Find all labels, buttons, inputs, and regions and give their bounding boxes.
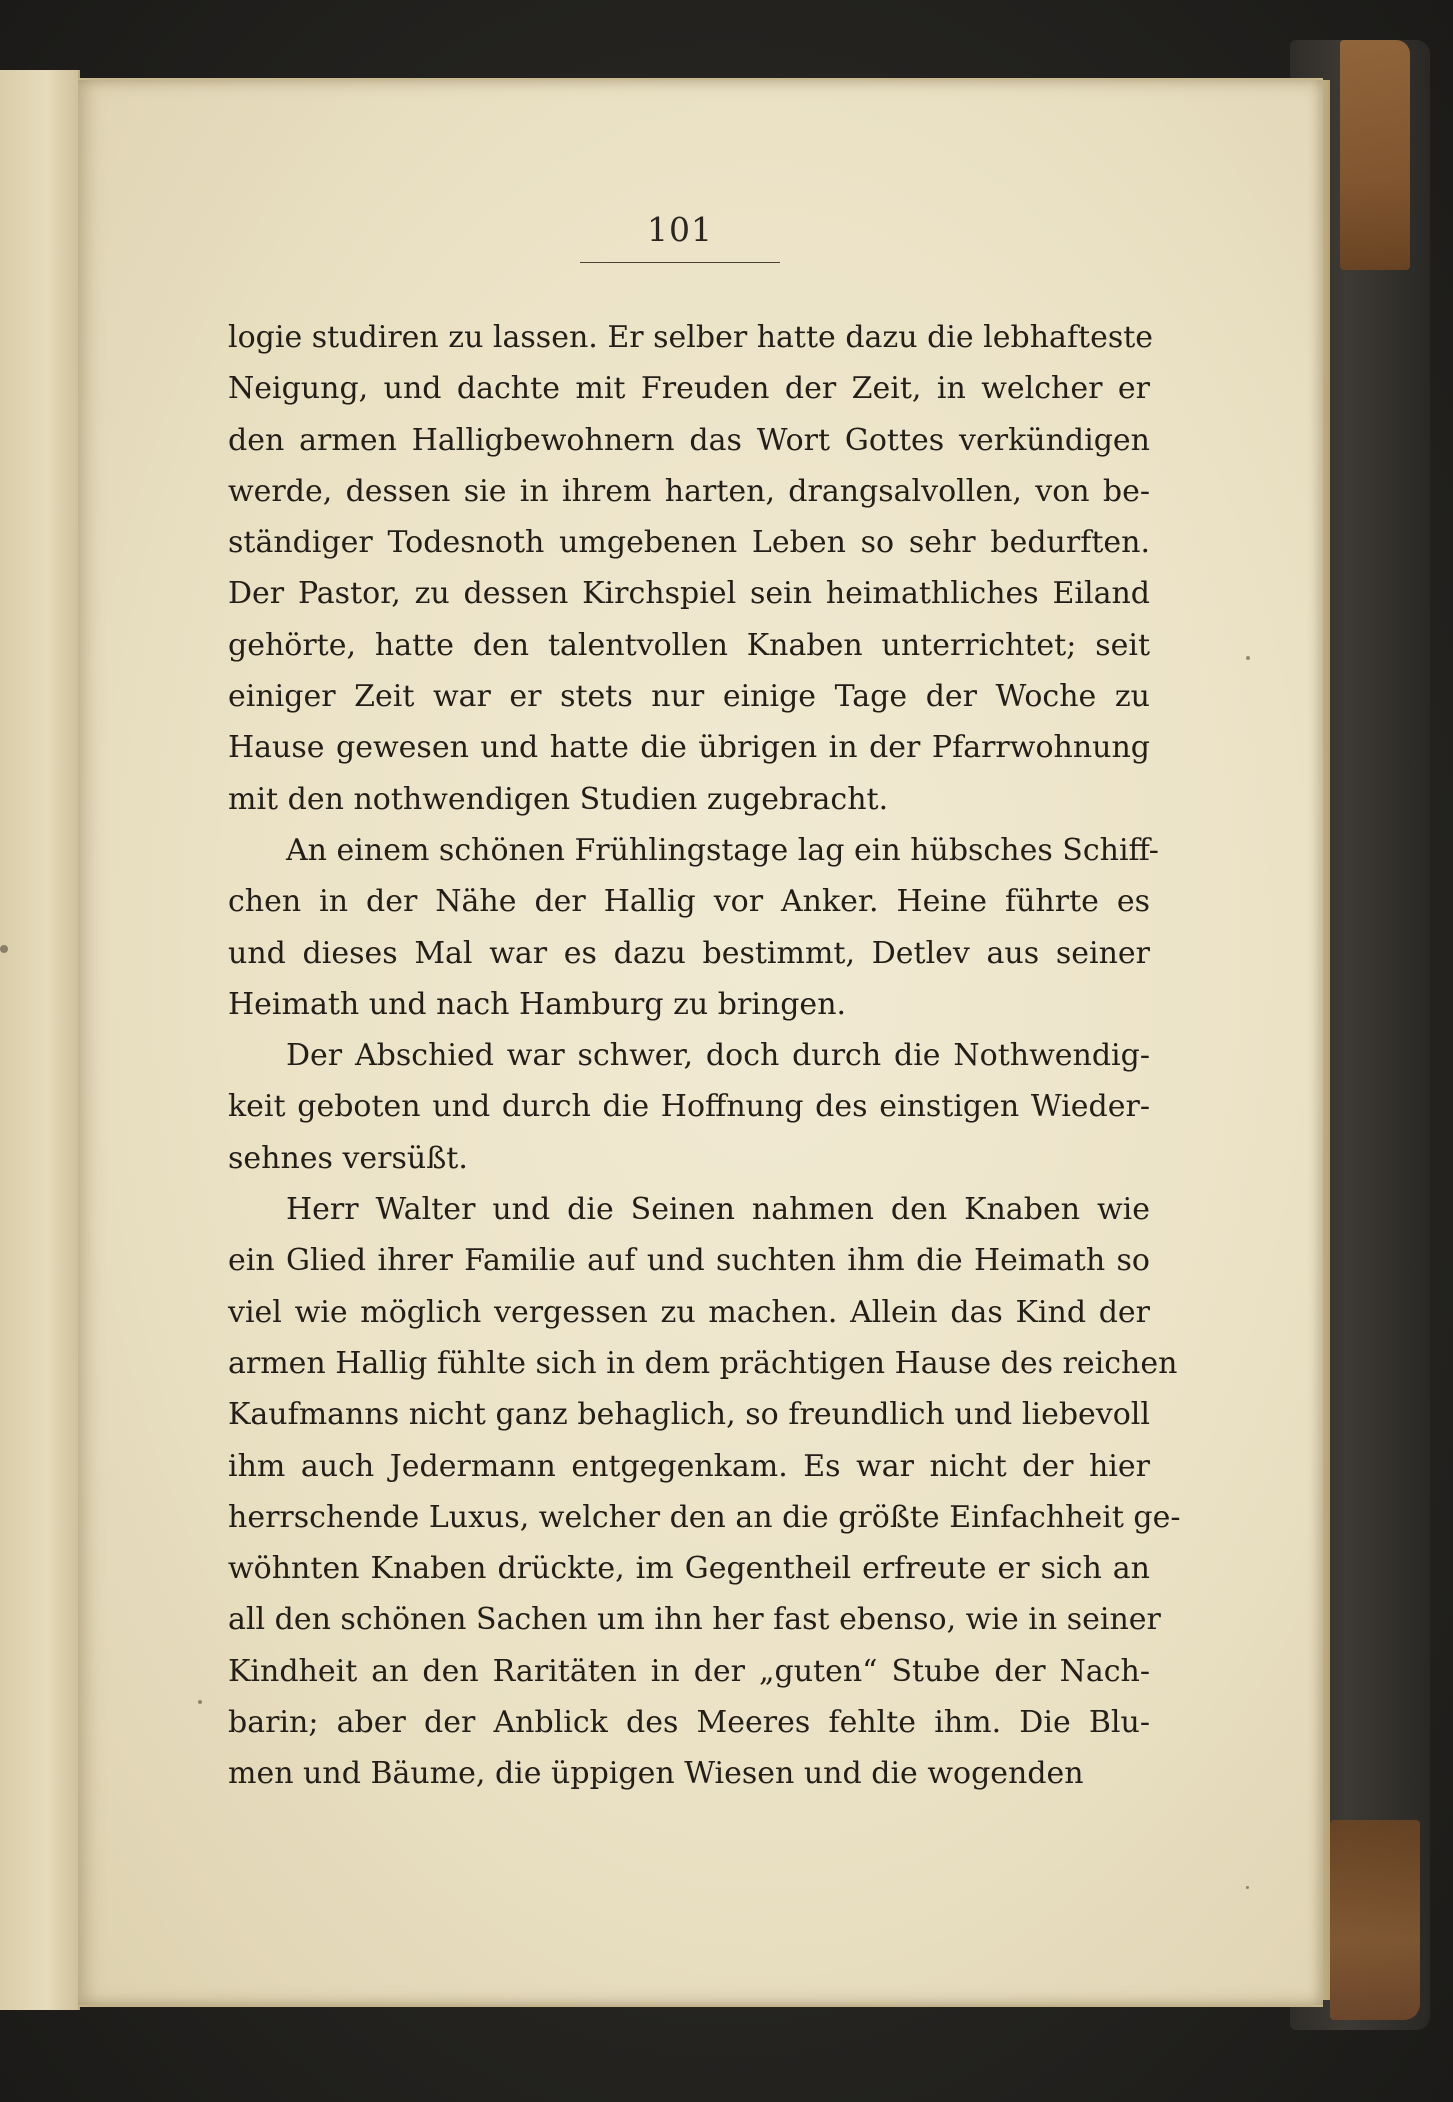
- text-line: wöhnten Knaben drückte, im Gegentheil erfreute er sich an: [228, 1551, 1150, 1587]
- text-line: gehörte, hatte den talentvollen Knaben unterrichtet; seit: [228, 627, 1150, 663]
- text-line: men und Bäume, die üppigen Wiesen und die wogenden: [228, 1756, 1084, 1792]
- left-facing-page-edge: [0, 70, 80, 2010]
- book-cover-leather-corner-bottom: [1330, 1820, 1420, 2020]
- text-line: armen Hallig fühlte sich in dem prächtigen Hause des reichen: [228, 1345, 1178, 1381]
- paper-speck: [0, 945, 8, 953]
- text-line: ein Glied ihrer Familie auf und suchten ihm die Heimath so: [228, 1243, 1150, 1279]
- text-line: An einem schönen Frühlingstage lag ein hübsches Schiff-: [286, 832, 1159, 868]
- text-line: Kindheit an den Raritäten in der „guten“ Stube der Nach-: [228, 1653, 1150, 1689]
- text-line: und dieses Mal war es dazu bestimmt, Detlev aus seiner: [228, 935, 1150, 971]
- text-line: Heimath und nach Hamburg zu bringen.: [228, 986, 847, 1022]
- book-cover-leather-corner-top: [1340, 40, 1410, 270]
- text-line: Der Pastor, zu dessen Kirchspiel sein heimathliches Eiland: [228, 576, 1150, 612]
- text-line: herrschende Luxus, welcher den an die größte Einfachheit ge-: [228, 1499, 1181, 1535]
- body-text: [228, 312, 1181, 1800]
- text-line: barin; aber der Anblick des Meeres fehlte ihm. Die Blu-: [228, 1705, 1150, 1741]
- text-line: ständiger Todesnoth umgebenen Leben so sehr bedurften.: [228, 525, 1150, 561]
- text-line: Der Abschied war schwer, doch durch die Nothwendig-: [286, 1038, 1150, 1074]
- text-line: chen in der Nähe der Hallig vor Anker. Heine führte es: [228, 884, 1150, 920]
- text-line: viel wie möglich vergessen zu machen. Allein das Kind der: [228, 1294, 1150, 1330]
- text-line: Kaufmanns nicht ganz behaglich, so freundlich und liebevoll: [228, 1397, 1150, 1433]
- text-line: einiger Zeit war er stets nur einige Tage der Woche zu: [228, 679, 1150, 715]
- text-line: sehnes versüßt.: [228, 1140, 468, 1176]
- text-line: Hause gewesen und hatte die übrigen in der Pfarrwohnung: [228, 730, 1150, 766]
- text-line: Neigung, und dachte mit Freuden der Zeit, in welcher er: [228, 371, 1150, 407]
- paper-speck: [1246, 1886, 1249, 1889]
- page-number: 101: [647, 210, 713, 249]
- paper-speck: [198, 1700, 202, 1704]
- text-line: all den schönen Sachen um ihn her fast ebenso, wie in seiner: [228, 1602, 1161, 1638]
- text-line: Herr Walter und die Seinen nahmen den Knaben wie: [286, 1192, 1150, 1228]
- text-line: ihm auch Jedermann entgegenkam. Es war nicht der hier: [228, 1448, 1150, 1484]
- header-rule: [580, 262, 780, 263]
- text-line: keit geboten und durch die Hoffnung des einstigen Wieder-: [228, 1089, 1150, 1125]
- text-line: werde, dessen sie in ihrem harten, drangsalvollen, von be-: [228, 473, 1150, 509]
- paper-speck: [1246, 656, 1250, 660]
- text-line: den armen Halligbewohnern das Wort Gottes verkündigen: [228, 422, 1150, 458]
- text-line: logie studiren zu lassen. Er selber hatte dazu die lebhafteste: [228, 320, 1154, 355]
- text-line: mit den nothwendigen Studien zugebracht.: [228, 781, 889, 817]
